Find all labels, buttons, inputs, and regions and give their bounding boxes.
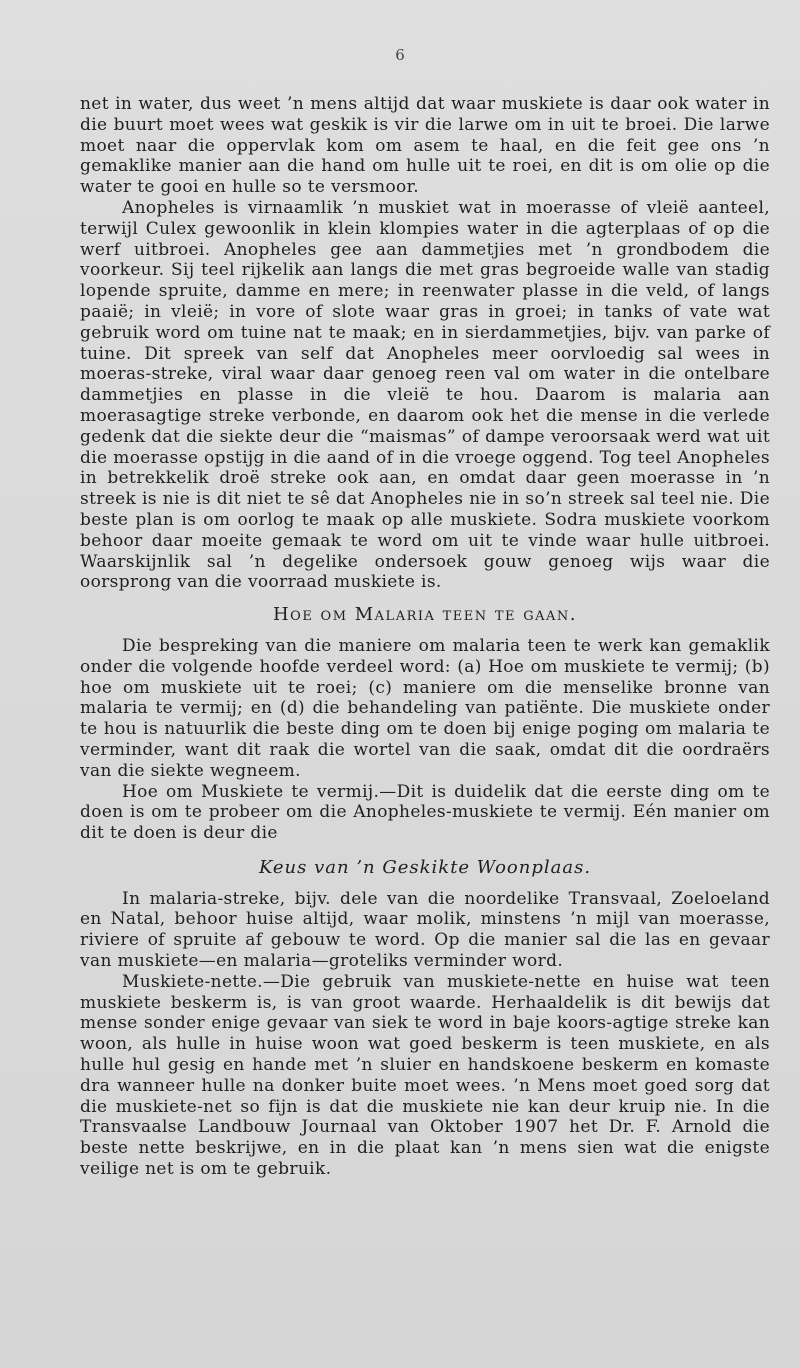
- paragraph: In malaria-streke, bijv. dele van die noordelike Transvaal, Zoeloeland en Natal, behoor huise altijd, waar molik, minstens ’n mijl van moerasse, riviere of spruite af gebouw te word. Op die manier sal die las en gevaar van muskiete—en malaria—groteliks verminder word.: [80, 888, 770, 972]
- body-text: [80, 94, 770, 1180]
- paragraph: Hoe om Muskiete te vermij.—Dit is duidelik dat die eerste ding om te doen is om te probeer om die Anopheles-muskiete te vermij. Eén manier om dit te doen is deur die: [80, 781, 770, 844]
- paragraph: Anopheles is virnaamlik ’n muskiet wat in moerasse of vleië aanteel, terwijl Culex gewoonlik in klein klompies water in die agterplaas of op die werf uitbroei. Anopheles gee aan dammetjies met ’n grondbodem die voorkeur. Sij teel rijkelik aan langs die met gras begroeide walle van stadig lopende spruite, damme en mere; in reenwater plasse in die veld, of langs paaië; in vleië; in vore of slote waar gras in groei; in tanks of vate wat gebruik word om tuine nat te maak; en in sierdammetjies, bijv. van parke of tuine. Dit spreek van self dat Anopheles meer oorvloedig sal wees in moeras-streke, viral waar daar genoeg reen val om water in die ontelbare dammetjies en plasse in die vleië te hou. Daarom is malaria aan moerasagtige streke verbonde, en daarom ook het die mense in die verlede gedenk dat die siekte deur die “maismas” of dampe veroorsaak werd wat uit die moerasse opstijg in die aand of in die vroege oggend. Tog teel Anopheles in betrekkelik droë streke ook aan, en omdat daar geen moerasse in ’n streek is nie is dit niet te sê dat Anopheles nie in so’n streek sal teel nie. Die beste plan is om oorlog te maak op alle muskiete. Sodra muskiete voorkom behoor daar moeite gemaak te word om uit te vinde waar hulle uitbroei. Waarskijnlik sal ’n degelike ondersoek gouw genoeg wijs waar die oorsprong van die voorraad muskiete is.: [80, 197, 770, 593]
- paragraph: Muskiete-nette.—Die gebruik van muskiete-nette en huise wat teen muskiete beskerm is, is van groot waarde. Herhaaldelik is dit bewijs dat mense sonder enige gevaar van siek te word in baje koors-agtige streke kan woon, als hulle in huise woon wat goed beskerm is teen muskiete, en als hulle hul gesig en hande met ’n sluier en handskoene beskerm en komaste dra wanneer hulle na donker buite moet wees. ’n Mens moet goed sorg dat die muskiete-net so fijn is dat die muskiete nie kan deur kruip nie. In die Transvaalse Landbouw Journaal van Oktober 1907 het Dr. F. Arnold die beste nette beskrijwe, en in die plaat kan ’n mens sien wat die enigste veilige net is om te gebruik.: [80, 971, 770, 1180]
- subsection-heading: Keus van ’n Geskikte Woonplaas.: [258, 856, 592, 878]
- section-heading: Hoe om Malaria teen te gaan.: [272, 604, 578, 626]
- page-number: 6: [395, 46, 405, 64]
- paragraph: net in water, dus weet ’n mens altijd dat waar muskiete is daar ook water in die buurt moet wees wat geskik is vir die larwe om in uit te broei. Die larwe moet naar die oppervlak kom om asem te haal, en die feit gee ons ’n gemaklike manier aan die hand om hulle uit te roei, en dit is om olie op die water te gooi en hulle so te versmoor.: [80, 94, 770, 198]
- paragraph: Die bespreking van die maniere om malaria teen te werk kan gemaklik onder die volgende hoofde verdeel word: (a) Hoe om muskiete te vermij; (b) hoe om muskiete uit te roei; (c) maniere om die menselike bronne van malaria te vermij; en (d) die behandeling van patiënte. Die muskiete onder te hou is natuurlik die beste ding om te doen bij enige poging om malaria te verminder, want dit raak die wortel van die saak, omdat dit die oordraërs van die siekte wegneem.: [80, 635, 770, 781]
